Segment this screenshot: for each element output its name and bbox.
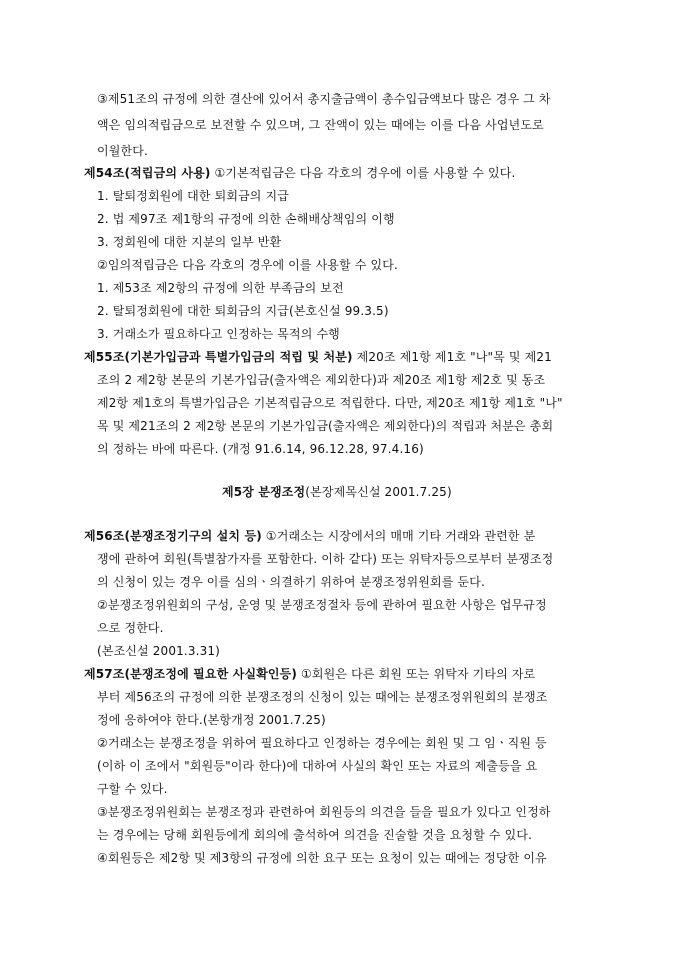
art55-first-line (84, 349, 552, 365)
art57-line-2: 부터 제56조의 규정에 의한 분쟁조정의 신청이 있는 때에는 분쟁조정위원회의 분쟁조 (97, 690, 548, 704)
art54-para-2: ②임의적립금은 다음 각호의 경우에 이를 사용할 수 있다. (97, 258, 398, 272)
art56-line-3: 의 신청이 있는 경우 이를 심의ㆍ의결하기 위하여 분쟁조정위원회를 둔다. (97, 575, 485, 589)
art57-heading: 제57조(분쟁조정에 필요한 사실확인등) (84, 667, 298, 681)
art57-line-5: (이하 이 조에서 "회원등"이라 한다)에 대하여 사실의 확인 또는 자료의 제출등을 요 (97, 759, 538, 773)
art57-line-3: 정에 응하여야 한다.(본항개정 2001.7.25) (97, 713, 326, 727)
art57-line-8: 는 경우에는 당해 회원등에게 회의에 출석하여 의견을 진술할 것을 요청할 수 있다. (97, 828, 533, 842)
chapter-note: (본장제목신설 2001.7.25) (305, 485, 452, 499)
art55-text-1: 제20조 제1항 제1호 "나"목 및 제21 (352, 350, 552, 364)
art54-para-1: ①기본적립금은 다음 각호의 경우에 이를 사용할 수 있다. (210, 166, 516, 180)
art56-first-line (84, 528, 535, 544)
art55-line-2: 조의 2 제2항 본문의 기본가입금(출자액은 제외한다)과 제20조 제1항 제2호 및 동조 (97, 373, 546, 387)
art57-first-line (84, 666, 535, 682)
art56-line-5: 으로 정한다. (97, 621, 164, 635)
art55-line-4: 목 및 제21조의 2 제2항 본문의 기본가입금(출자액은 제외한다)의 적립과 처분은 총회 (97, 419, 554, 433)
art54-item-6: 3. 거래소가 필요하다고 인정하는 목적의 수행 (97, 327, 340, 341)
art53-line-3: 이월한다. (97, 144, 148, 158)
art56-note: (본조신설 2001.3.31) (97, 644, 221, 658)
art55-line-3: 제2항 제1호의 특별가입금은 기본적립금으로 적립한다. 다만, 제20조 제1항 제1호 "나" (97, 396, 563, 410)
art56-text-1: ①거래소는 시장에서의 매매 기타 거래와 관련한 분 (261, 529, 536, 543)
art54-heading: 제54조(적립금의 사용) (84, 166, 211, 180)
art56-line-4: ②분쟁조정위원회의 구성, 운영 및 분쟁조정절차 등에 관하여 필요한 사항은 업무규정 (97, 598, 547, 612)
chapter-title: 제5장 분쟁조정 (222, 485, 306, 499)
art53-line-2: 액은 임의적립금으로 보전할 수 있으며, 그 잔액이 있는 때에는 이를 다음 사업년도로 (97, 118, 544, 132)
art53-line-1: ③제51조의 규정에 의한 결산에 있어서 총지출금액이 총수입금액보다 많은 경우 그 차 (97, 92, 551, 106)
art55-line-5: 의 정하는 바에 따른다. (개정 91.6.14, 96.12.28, 97.4.16) (97, 442, 424, 456)
art54-item-2: 2. 법 제97조 제1항의 규정에 의한 손해배상책임의 이행 (97, 212, 395, 226)
art55-heading: 제55조(기본가입금과 특별가입금의 적립 및 처분) (84, 350, 353, 364)
art57-line-6: 구할 수 있다. (97, 782, 168, 796)
art57-line-4: ②거래소는 분쟁조정을 위하여 필요하다고 인정하는 경우에는 회원 및 그 임ㆍ직원 등 (97, 736, 547, 750)
art57-line-9: ④회원등은 제2항 및 제3항의 규정에 의한 요구 또는 요청이 있는 때에는 정당한 이유 (97, 851, 547, 865)
art56-line-2: 쟁에 관하여 회원(특별참가자를 포함한다. 이하 같다) 또는 위탁자등으로부터 분쟁조정 (97, 552, 554, 566)
chapter-heading (222, 484, 452, 500)
art57-line-7: ③분쟁조정위원회는 분쟁조정과 관련하여 회원등의 의견을 들을 필요가 있다고 인정하 (97, 805, 551, 819)
art57-text-1: ①회원은 다른 회원 또는 위탁자 기타의 자로 (297, 667, 536, 681)
art54-item-3: 3. 정회원에 대한 지분의 일부 반환 (97, 235, 282, 249)
art54-item-1: 1. 탈퇴정회원에 대한 퇴회금의 지급 (97, 189, 289, 203)
art54-item-5: 2. 탈퇴정회원에 대한 퇴회금의 지급(본호신설 99.3.5) (97, 304, 389, 318)
art56-heading: 제56조(분쟁조정기구의 설치 등) (84, 529, 262, 543)
art54-first-line (84, 165, 515, 181)
art54-item-4: 1. 제53조 제2항의 규정에 의한 부족금의 보전 (97, 281, 344, 295)
